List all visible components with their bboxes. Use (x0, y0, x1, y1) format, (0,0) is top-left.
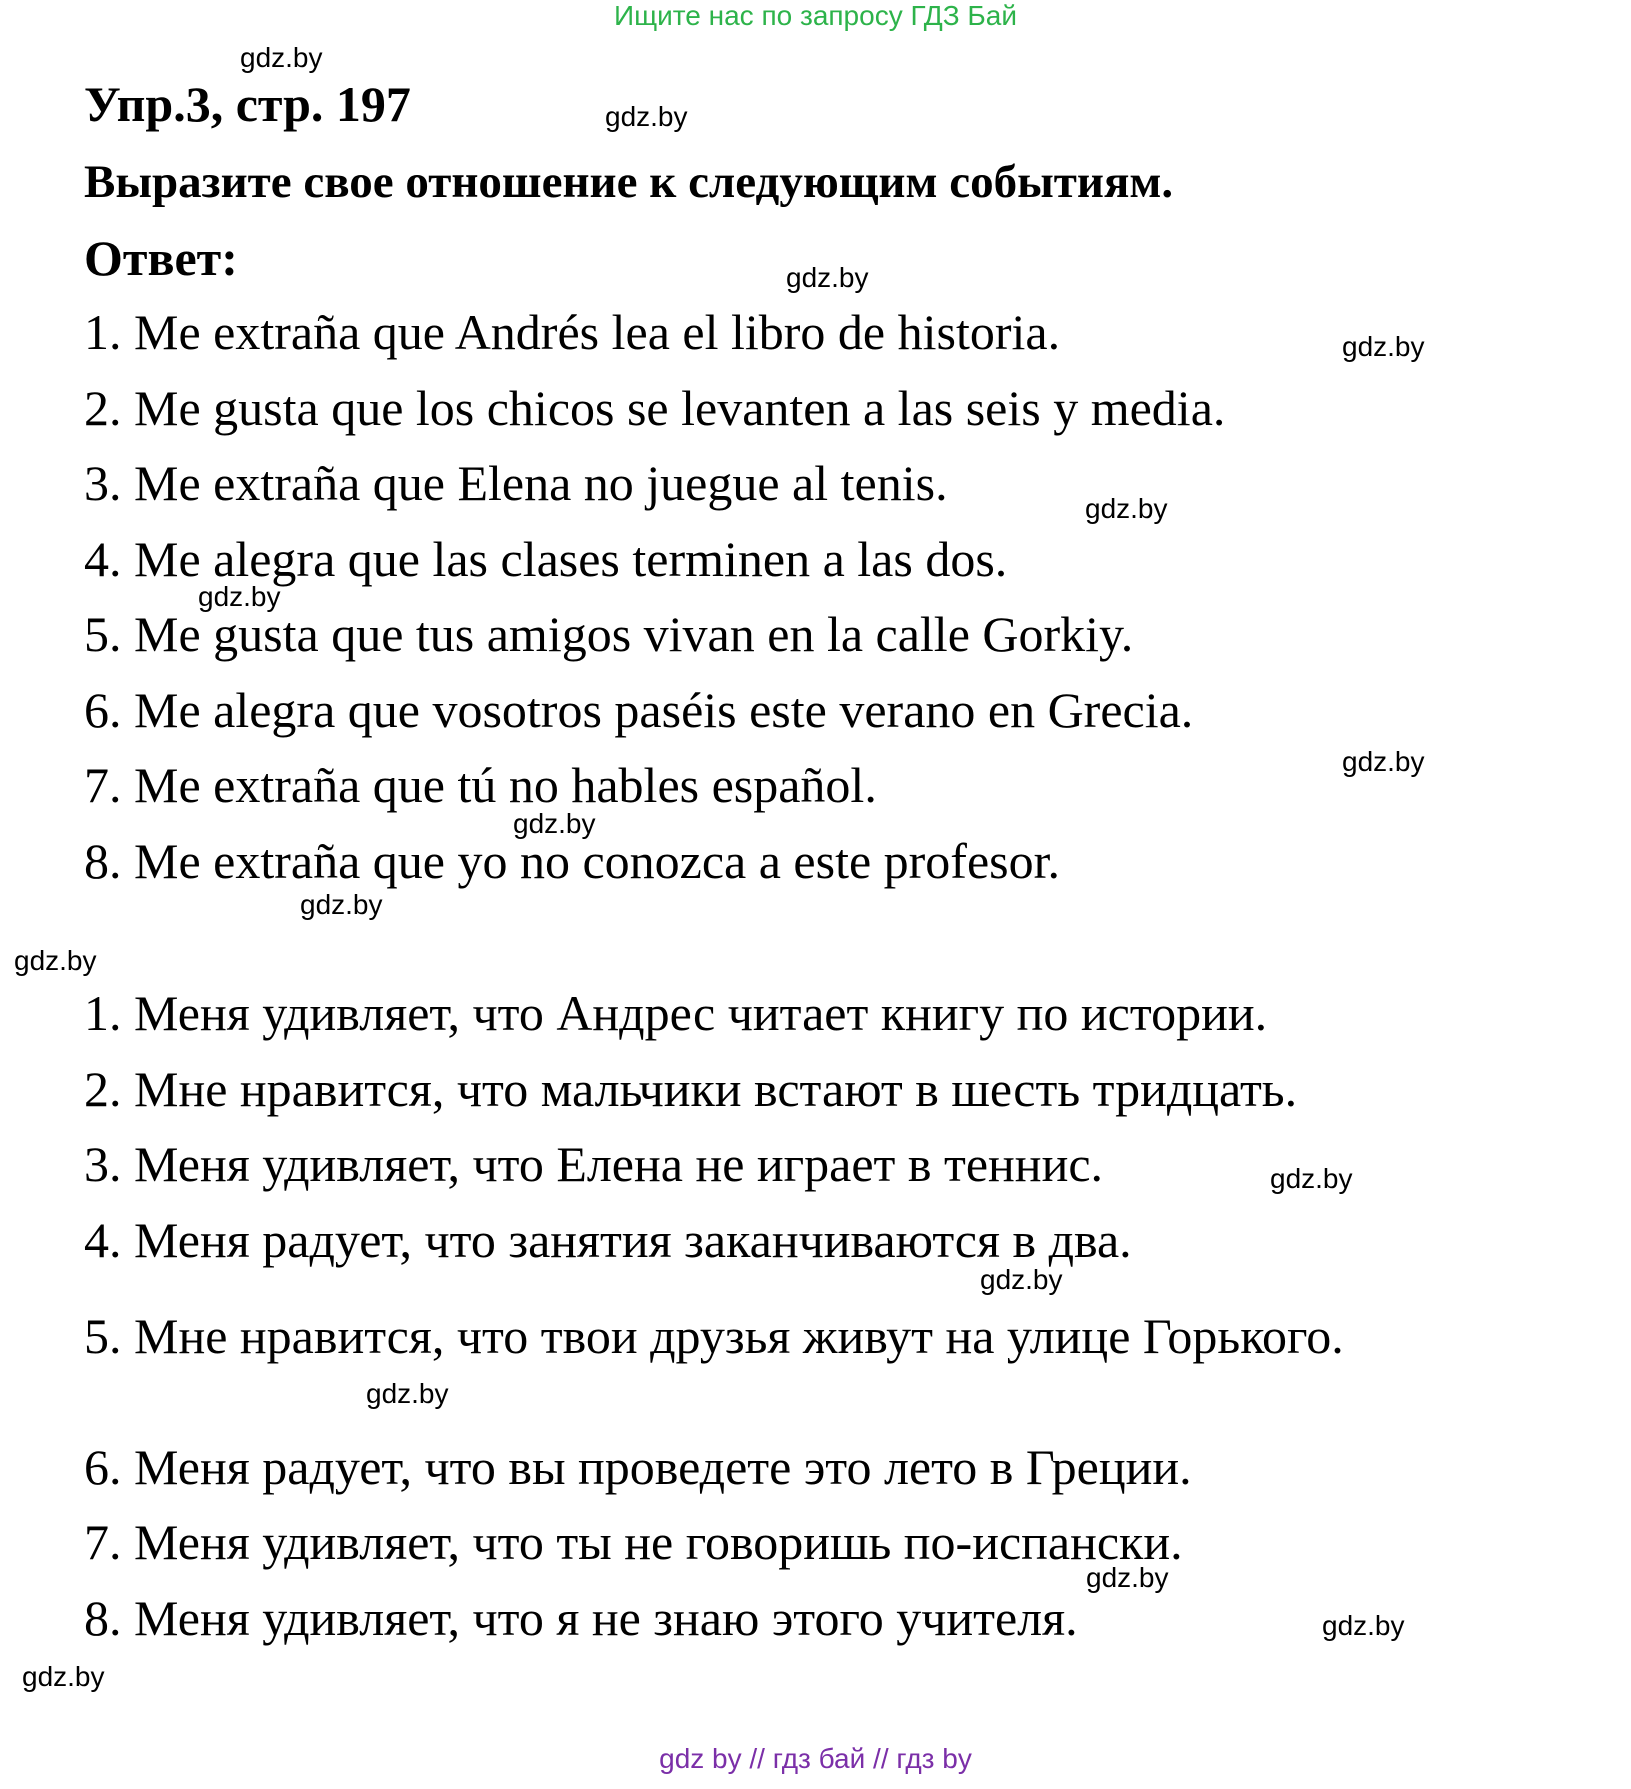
exercise-title: Упр.3, стр. 197 (84, 76, 411, 132)
spanish-line-6: 6. Me alegra que vosotros paséis este verano en Grecia. (84, 682, 1194, 738)
task-instruction: Выразите свое отношение к следующим событиям. (84, 156, 1174, 208)
russian-line-8: 8. Меня удивляет, что я не знаю этого учителя. (84, 1590, 1078, 1646)
russian-line-4: 4. Меня радует, что занятия заканчиваются в два. (84, 1212, 1132, 1268)
watermark: gdz.by (1342, 746, 1425, 777)
watermark: gdz.by (240, 42, 323, 73)
watermark: gdz.by (1085, 493, 1168, 524)
top-banner: Ищите нас по запросу ГДЗ Бай (613, 0, 1018, 31)
russian-line-5: 5. Мне нравится, что твои друзья живут на улице Горького. (84, 1308, 1344, 1364)
answer-label: Ответ: (84, 230, 238, 286)
russian-line-7: 7. Меня удивляет, что ты не говоришь по-испански. (84, 1514, 1183, 1570)
watermark: gdz.by (1086, 1562, 1169, 1593)
footer-links: gdz by // гдз бай // гдз by (659, 1743, 972, 1774)
spanish-line-3: 3. Me extraña que Elena no juegue al tenis. (84, 455, 948, 511)
spanish-line-7: 7. Me extraña que tú no hables español. (84, 757, 877, 813)
watermark: gdz.by (198, 581, 281, 612)
watermark: gdz.by (1342, 331, 1425, 362)
spanish-line-1: 1. Me extraña que Andrés lea el libro de historia. (84, 304, 1061, 360)
russian-line-6: 6. Меня радует, что вы проведете это лето в Греции. (84, 1439, 1192, 1495)
watermark: gdz.by (980, 1264, 1063, 1295)
watermark: gdz.by (366, 1378, 449, 1409)
watermark: gdz.by (786, 262, 869, 293)
watermark: gdz.by (1322, 1610, 1405, 1641)
watermark: gdz.by (14, 945, 97, 976)
spanish-line-2: 2. Me gusta que los chicos se levanten a las seis y media. (84, 380, 1226, 436)
watermark: gdz.by (1270, 1163, 1353, 1194)
watermark: gdz.by (513, 808, 596, 839)
russian-line-2: 2. Мне нравится, что мальчики встают в шесть тридцать. (84, 1061, 1298, 1117)
watermark: gdz.by (22, 1661, 105, 1692)
watermark: gdz.by (300, 889, 383, 920)
spanish-line-4: 4. Me alegra que las clases terminen a las dos. (84, 531, 1008, 587)
watermark: gdz.by (605, 101, 688, 132)
russian-line-1: 1. Меня удивляет, что Андрес читает книгу по истории. (84, 985, 1268, 1041)
russian-line-3: 3. Меня удивляет, что Елена не играет в теннис. (84, 1136, 1104, 1192)
spanish-line-5: 5. Me gusta que tus amigos vivan en la calle Gorkiy. (84, 606, 1134, 662)
spanish-line-8: 8. Me extraña que yo no conozca a este profesor. (84, 833, 1061, 889)
